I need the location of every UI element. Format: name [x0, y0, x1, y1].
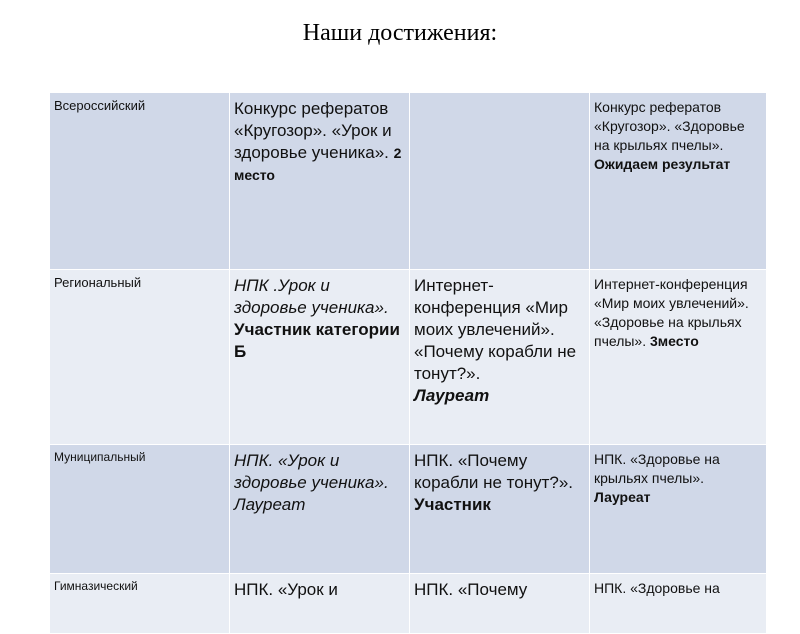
cell-text: НПК .Урок и здоровье ученика». [234, 276, 389, 317]
table-row [50, 93, 767, 270]
level-label: Всероссийский [50, 93, 230, 270]
cell-result: Лауреат [594, 489, 651, 505]
table-row [50, 270, 767, 445]
table-cell [410, 445, 590, 574]
table-cell [230, 270, 410, 445]
cell-result: 3место [650, 333, 699, 349]
cell-result: Участник [414, 495, 491, 514]
table-cell [590, 270, 767, 445]
cell-result: 2 место [234, 145, 402, 183]
table-cell [230, 93, 410, 270]
table-cell [410, 574, 590, 634]
cell-result: Участник категории Б [234, 320, 400, 361]
page-title: Наши достижения: [302, 20, 498, 46]
cell-result: Лауреат [414, 386, 490, 405]
cell-result: Ожидаем результат [594, 156, 731, 172]
table-cell [230, 574, 410, 634]
table-row [50, 445, 767, 574]
level-label: Муниципальный [50, 445, 230, 574]
table-cell [410, 270, 590, 445]
table-row [50, 574, 767, 634]
level-label: Региональный [50, 270, 230, 445]
achievements-table [49, 92, 767, 634]
cell-text: НПК. «Здоровье на [594, 580, 720, 596]
cell-text: Интернет-конференция «Мир моих увлечений». «Здоровье на крыльях пчелы». [594, 276, 749, 349]
table-cell [590, 445, 767, 574]
cell-text: НПК. «Урок и [234, 580, 338, 599]
level-label: Гимназический [50, 574, 230, 634]
cell-text: НПК. «Здоровье на крыльях пчелы». [594, 451, 720, 486]
cell-text: Конкурс рефератов «Кругозор». «Здоровье на крыльях пчелы». [594, 99, 745, 153]
cell-result: Лауреат [234, 495, 306, 514]
cell-text: Интернет-конференция «Мир моих увлечений». «Почему корабли не тонут?». [414, 276, 577, 383]
table-cell [590, 93, 767, 270]
table-cell [230, 445, 410, 574]
cell-text: НПК. «Почему корабли не тонут?». [414, 451, 574, 492]
cell-text: Конкурс рефератов «Кругозор». «Урок и здоровье ученика». [234, 99, 394, 162]
table-cell [590, 574, 767, 634]
cell-text: НПК. «Почему [414, 580, 528, 599]
table-cell-empty [410, 93, 590, 270]
cell-text: НПК. «Урок и здоровье ученика». [234, 451, 389, 492]
